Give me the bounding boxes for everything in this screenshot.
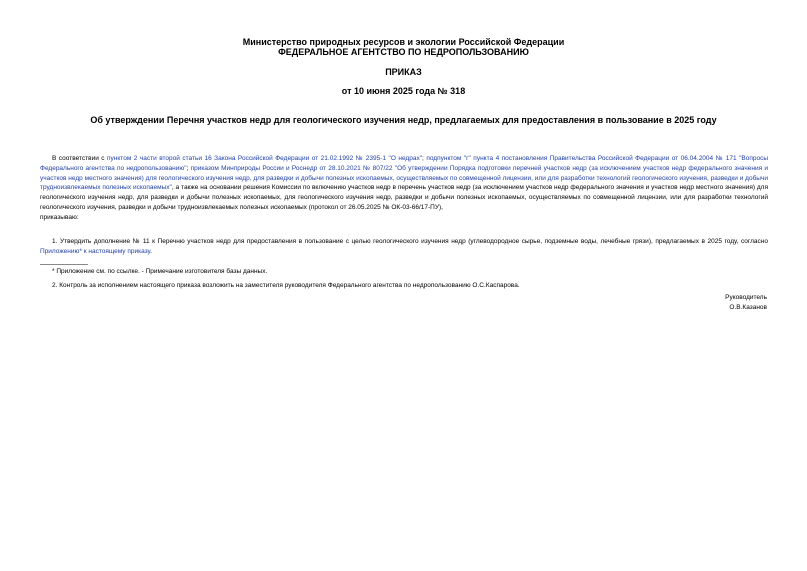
preamble-text-1: В соответствии с <box>52 155 108 162</box>
ministry-order-link[interactable]: приказом Минприроды России и Роснедр от 28.10.2021 № 807/22 "Об утверждении Порядка подготовки перечней участков недр (за исключением участков недр федерального значения и участков недр местного значения) для геологического изучения недр, для разведки и добычи полезных ископаемых, осуществляемых по совмещенной лицензии, или для разработки технологий геологического изучения, разведки и добычи трудноизвлекаемых полезных ископаемых" <box>40 164 768 192</box>
document-type: ПРИКАЗ <box>385 67 422 77</box>
agency-name: ФЕДЕРАЛЬНОЕ АГЕНТСТВО ПО НЕДРОПОЛЬЗОВАНИЮ <box>278 47 529 57</box>
footnote-separator <box>40 264 88 265</box>
government-decree-link[interactable]: подпунктом "г" пункта 4 постановления Правительства Российской Федерации от 06.04.2004 № 171 "Вопросы Федерального агентства по недропользованию" <box>40 155 768 172</box>
footnote: * Приложение см. по ссылке. - Примечание изготовителя базы данных. <box>52 268 268 275</box>
signature-position: Руководитель <box>725 294 767 301</box>
item-2-paragraph: 2. Контроль за исполнением настоящего приказа возложить на заместителя руководителя Федерального агентства по недропользованию О.С.Каспарова. <box>52 282 520 289</box>
preamble-paragraph <box>40 154 768 223</box>
signature-name: О.В.Казанов <box>729 304 767 311</box>
preamble-text-4: , а также на основании решения Комиссии по включению участков недр в перечень участков недр (за исключением участков недр федерального значения и участков недр местного значения) для геологического изучения недр, для разведки и добычи полезных ископаемых, для геологического изучения недр, разведки и добычи полезных ископаемых, осуществляемых по совмещенной лицензии, или для разработки технологий геологического изучения, разведки и добычи трудноизвлекаемых полезных ископаемых (протокол от 26.05.2025 № ОК-03-66/17-ПУ), <box>40 184 768 211</box>
item-1-paragraph <box>40 237 768 257</box>
item-1-text: 1. Утвердить дополнение № 11 к Перечню участков недр для предоставления в пользование с целью геологического изучения недр (углеводородное сырье, подземные воды, лечебные грязи), предлагаемых в 2025 году, согласно <box>52 238 768 245</box>
order-word: приказываю: <box>40 213 79 221</box>
appendix-link[interactable]: Приложению* к настоящему приказу <box>40 247 151 255</box>
preamble-text-2: ; <box>422 155 427 162</box>
preamble-text-3: ; <box>186 164 191 172</box>
document-date-number: от 10 июня 2025 года № 318 <box>341 86 466 96</box>
item-1-end: . <box>150 247 152 255</box>
law-link[interactable]: пунктом 2 части второй статьи 16 Закона Российской Федерации от 21.02.1992 № 2395-1 "О недрах" <box>107 155 423 162</box>
document-title: Об утверждении Перечня участков недр для геологического изучения недр, предлагаемых для предоставления в пользование в 2025 году <box>90 115 717 125</box>
ministry-name: Министерство природных ресурсов и экологии Российской Федерации <box>242 37 565 47</box>
